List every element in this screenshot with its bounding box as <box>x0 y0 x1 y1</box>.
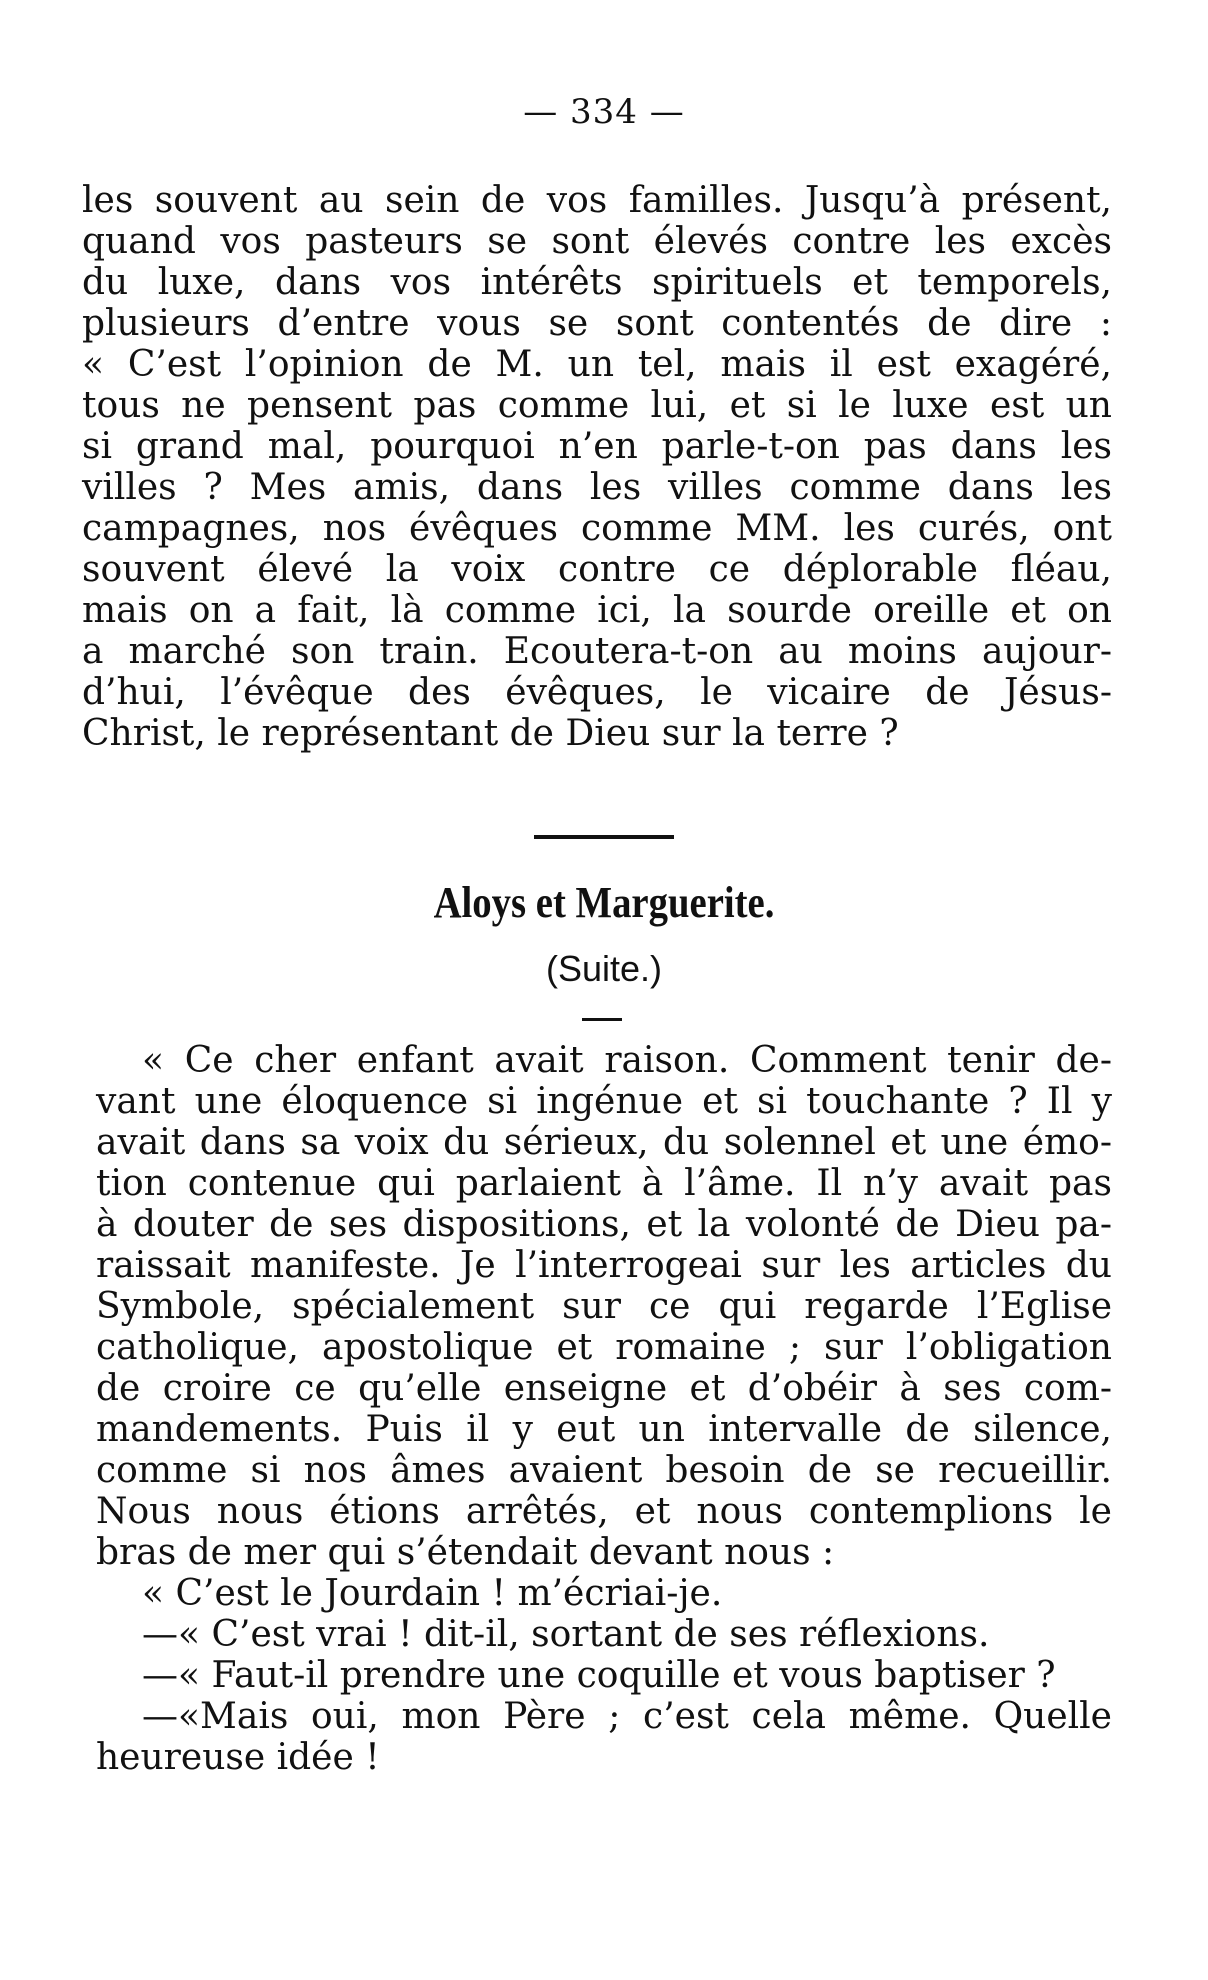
text-line: mandements. Puis il y eut un intervalle de silence, <box>96 1409 1112 1450</box>
dialogue-line: —« C’est vrai ! dit-il, sortant de ses réflexions. <box>142 1614 990 1655</box>
paragraph-luxury <box>82 180 1112 754</box>
article-title: Aloys et Marguerite. <box>433 878 775 927</box>
text-line: catholique, apostolique et romaine ; sur l’obligation <box>96 1327 1112 1368</box>
text-line: villes ? Mes amis, dans les villes comme dans les <box>82 467 1112 508</box>
text-line: « C’est l’opinion de M. un tel, mais il est exagéré, <box>82 344 1112 385</box>
subtitle-divider <box>582 1018 622 1021</box>
text-line: avait dans sa voix du sérieux, du solennel et une émo- <box>96 1122 1112 1163</box>
text-line: tous ne pensent pas comme lui, et si le luxe est un <box>82 385 1112 426</box>
text-line: campagnes, nos évêques comme MM. les curés, ont <box>82 508 1112 549</box>
text-line: mais on a fait, là comme ici, la sourde oreille et on <box>82 590 1112 631</box>
text-line: raissait manifeste. Je l’interrogeai sur les articles du <box>96 1245 1112 1286</box>
text-line: du luxe, dans vos intérêts spirituels et temporels, <box>82 262 1112 303</box>
text-line: souvent élevé la voix contre ce déplorable fléau, <box>82 549 1112 590</box>
text-line: bras de mer qui s’étendait devant nous : <box>96 1532 835 1573</box>
text-line: Symbole, spécialement sur ce qui regarde l’Eglise <box>96 1286 1112 1327</box>
text-line: plusieurs d’entre vous se sont contentés de dire : <box>82 303 1112 344</box>
paragraph-story <box>96 1040 1112 1778</box>
text-line: tion contenue qui parlaient à l’âme. Il n’y avait pas <box>96 1163 1112 1204</box>
article-subtitle: (Suite.) <box>545 948 663 989</box>
closing-line: heureuse idée ! <box>96 1737 380 1778</box>
text-line: a marché son train. Ecoutera-t-on au moins aujour- <box>82 631 1112 672</box>
section-divider <box>534 835 674 839</box>
text-line: les souvent au sein de vos familles. Jusqu’à présent, <box>82 180 1112 221</box>
text-line: d’hui, l’évêque des évêques, le vicaire de Jésus- <box>82 672 1112 713</box>
dialogue-line: —«Mais oui, mon Père ; c’est cela même. Quelle <box>142 1696 1112 1737</box>
dialogue-line: « C’est le Jourdain ! m’écriai-je. <box>142 1573 723 1614</box>
text-line: à douter de ses dispositions, et la volonté de Dieu pa- <box>96 1204 1112 1245</box>
page-number: — 334 — <box>523 92 685 132</box>
text-line: de croire ce qu’elle enseigne et d’obéir à ses com- <box>96 1368 1112 1409</box>
text-line: quand vos pasteurs se sont élevés contre les excès <box>82 221 1112 262</box>
text-line: « Ce cher enfant avait raison. Comment tenir de- <box>142 1040 1112 1081</box>
text-line: Nous nous étions arrêtés, et nous contemplions le <box>96 1491 1112 1532</box>
text-line: vant une éloquence si ingénue et si touchante ? Il y <box>96 1081 1112 1122</box>
dialogue-line: —« Faut-il prendre une coquille et vous baptiser ? <box>142 1655 1056 1696</box>
text-line: si grand mal, pourquoi n’en parle-t-on pas dans les <box>82 426 1112 467</box>
text-line: comme si nos âmes avaient besoin de se recueillir. <box>96 1450 1112 1491</box>
text-line: Christ, le représentant de Dieu sur la terre ? <box>82 713 899 754</box>
